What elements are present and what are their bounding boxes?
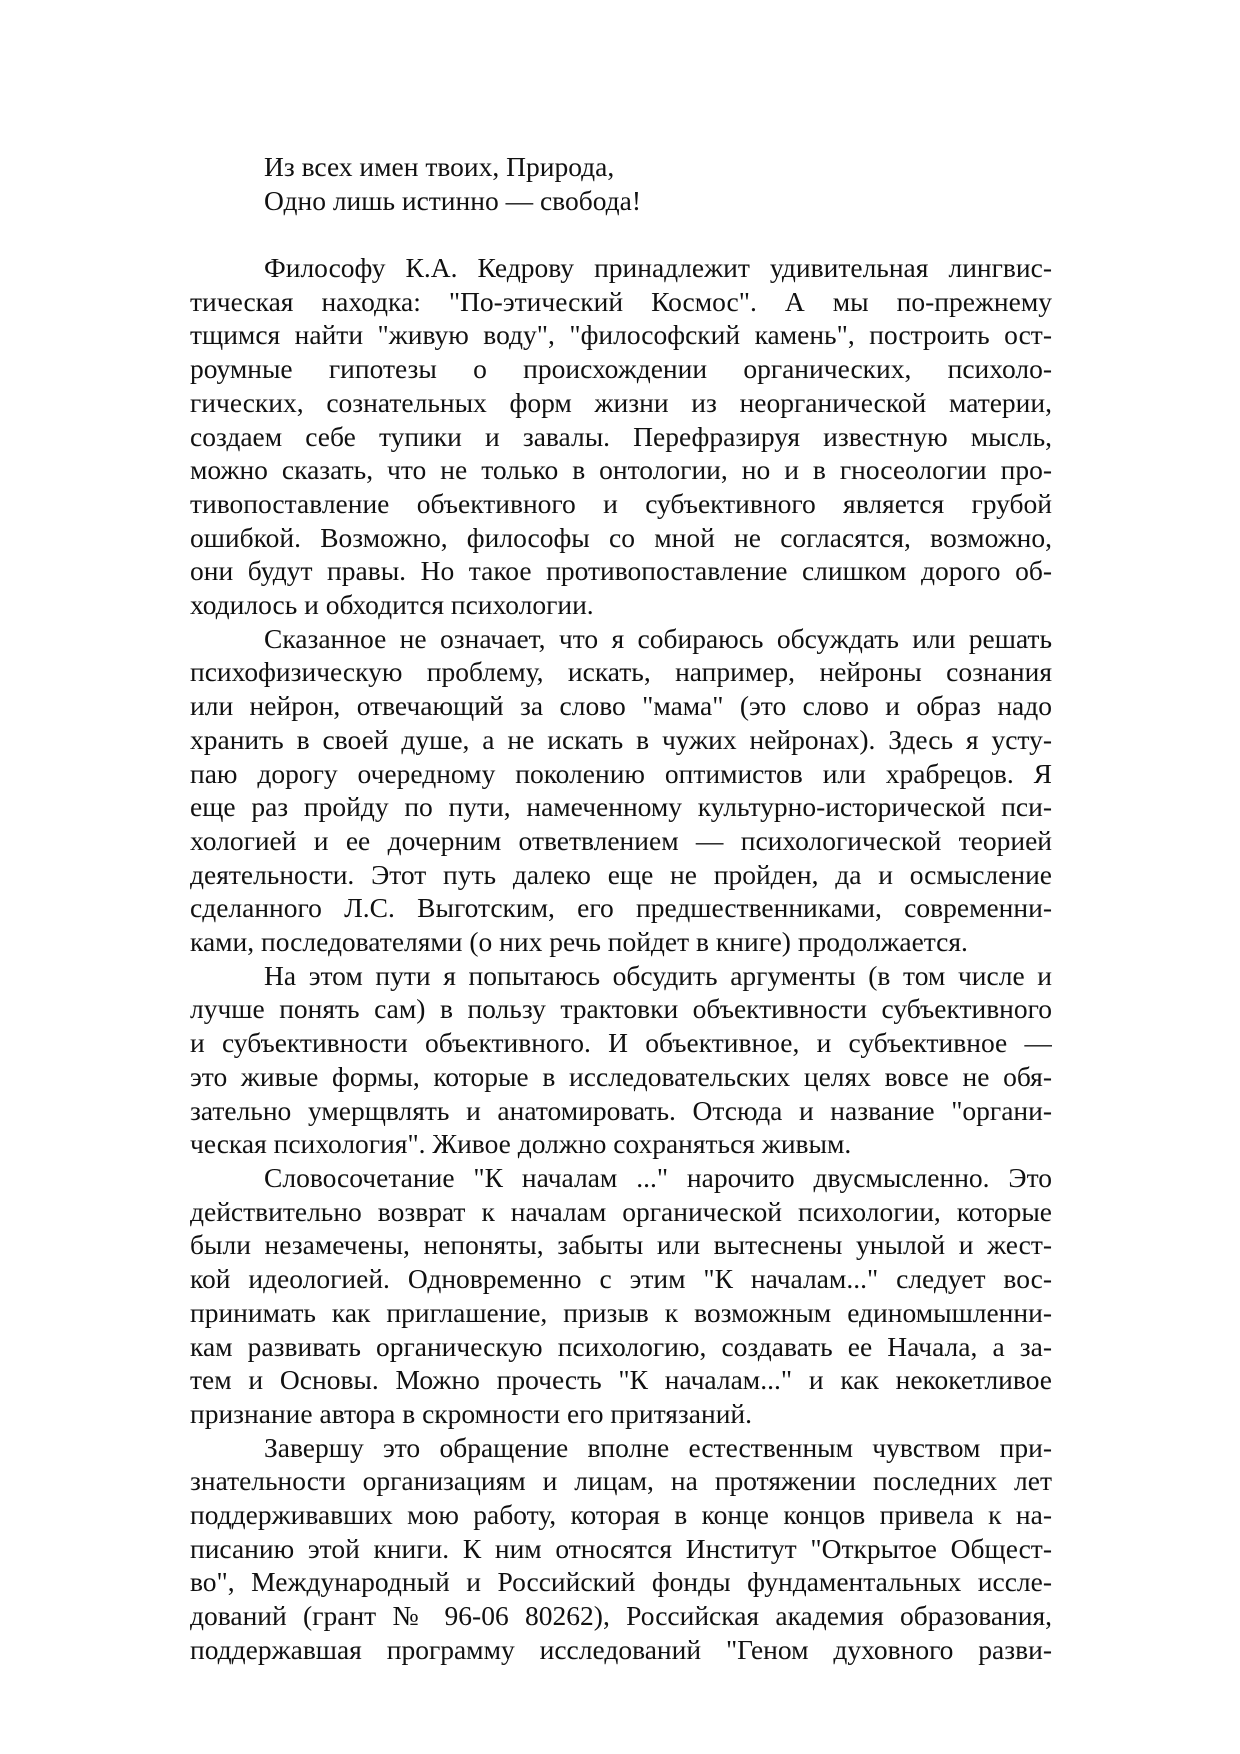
text-line: или нейрон, отвечающий за слово "мама" (это слово и образ надо xyxy=(190,690,1052,722)
text-line: действительно возврат к началам органической психологии, которые xyxy=(190,1195,1052,1227)
text-line: поддерживавших мою работу, которая в конце концов привела к на- xyxy=(190,1499,1052,1531)
text-line: ошибкой. Возможно, философы со мной не согласятся, возможно, xyxy=(190,521,1052,553)
text-line: паю дорогу очередному поколению оптимистов или храбрецов. Я xyxy=(190,757,1052,789)
epigraph-line: Одно лишь истинно — свобода! xyxy=(264,185,642,216)
text-line: писанию этой книги. К ним относятся Институт "Открытое Общест- xyxy=(190,1532,1052,1564)
text-line: психофизическую проблему, искать, например, нейроны сознания xyxy=(190,656,1052,688)
text-line: создаем себе тупики и завалы. Перефразируя известную мысль, xyxy=(190,420,1052,452)
text-line: хологией и ее дочерним ответвлением — психологической теорией xyxy=(190,824,1052,856)
text-line: ками, последователями (о них речь пойдет в книге) продолжается. xyxy=(190,926,968,958)
text-line: кам развивать органическую психологию, создавать ее Начала, а за- xyxy=(190,1330,1052,1362)
text-line: тщимся найти "живую воду", "философский камень", построить ост- xyxy=(190,319,1052,351)
text-line: принимать как приглашение, призыв к возможным единомышленни- xyxy=(190,1296,1052,1328)
body-text xyxy=(190,251,1052,1667)
text-line: были незамечены, непоняты, забыты или вытеснены унылой и жест- xyxy=(190,1229,1052,1261)
paragraph xyxy=(190,1161,1052,1431)
paragraph xyxy=(190,622,1052,959)
epigraph xyxy=(264,150,1064,218)
text-line: еще раз пройду по пути, намеченному культурно-исторической пси- xyxy=(190,791,1052,823)
text-line: кой идеологией. Одновременно с этим "К началам..." следует вос- xyxy=(190,1263,1052,1295)
text-line: тивопоставление объективного и субъективного является грубой xyxy=(190,487,1052,519)
paragraph xyxy=(190,251,1052,622)
text-line: деятельности. Этот путь далеко еще не пройден, да и осмысление xyxy=(190,858,1052,890)
text-line: зательно умерщвлять и анатомировать. Отсюда и название "органи- xyxy=(190,1094,1052,1126)
text-line: Сказанное не означает, что я собираюсь обсуждать или решать xyxy=(264,622,1052,654)
paragraph xyxy=(190,1431,1052,1667)
text-line: Словосочетание "К началам ..." нарочито двусмысленно. Это xyxy=(264,1161,1052,1193)
text-line: во", Международный и Российский фонды фундаментальных иссле- xyxy=(190,1566,1052,1598)
text-line: гических, сознательных форм жизни из неорганической материи, xyxy=(190,386,1052,418)
text-line: они будут правы. Но такое противопоставление слишком дорого об- xyxy=(190,555,1052,587)
text-line: можно сказать, что не только в онтологии, но и в гносеологии про- xyxy=(190,454,1052,486)
text-line: роумные гипотезы о происхождении органических, психоло- xyxy=(190,353,1052,385)
text-line: тическая находка: "По-этический Космос". А мы по-прежнему xyxy=(190,285,1052,317)
text-line: ходилось и обходится психологии. xyxy=(190,589,594,621)
text-line: лучше понять сам) в пользу трактовки объективности субъективного xyxy=(190,993,1052,1025)
text-line: ческая психология". Живое должно сохраняться живым. xyxy=(190,1128,852,1160)
epigraph-line: Из всех имен твоих, Природа, xyxy=(264,151,615,182)
text-line: сделанного Л.С. Выготским, его предшественниками, современни- xyxy=(190,892,1052,924)
text-line: поддержавшая программу исследований "Геном духовного разви- xyxy=(190,1633,1052,1665)
text-line: и субъективности объективного. И объективное, и субъективное — xyxy=(190,1027,1052,1059)
text-line: дований (грант № 96-06 80262), Российская академия образования, xyxy=(190,1600,1052,1632)
text-line: Философу К.А. Кедрову принадлежит удивительная лингвис- xyxy=(264,252,1052,283)
text-line: Завершу это обращение вполне естественным чувством при- xyxy=(264,1431,1052,1463)
text-line: это живые формы, которые в исследовательских целях вовсе не обя- xyxy=(190,1060,1052,1092)
text-line: знательности организациям и лицам, на протяжении последних лет xyxy=(190,1465,1052,1497)
text-line: На этом пути я попытаюсь обсудить аргументы (в том числе и xyxy=(264,959,1052,991)
text-line: тем и Основы. Можно прочесть "К началам..." и как некокетливое xyxy=(190,1364,1052,1396)
text-line: признание автора в скромности его притязаний. xyxy=(190,1397,753,1429)
text-line: хранить в своей душе, а не искать в чужих нейронах). Здесь я усту- xyxy=(190,723,1052,755)
paragraph xyxy=(190,959,1052,1161)
